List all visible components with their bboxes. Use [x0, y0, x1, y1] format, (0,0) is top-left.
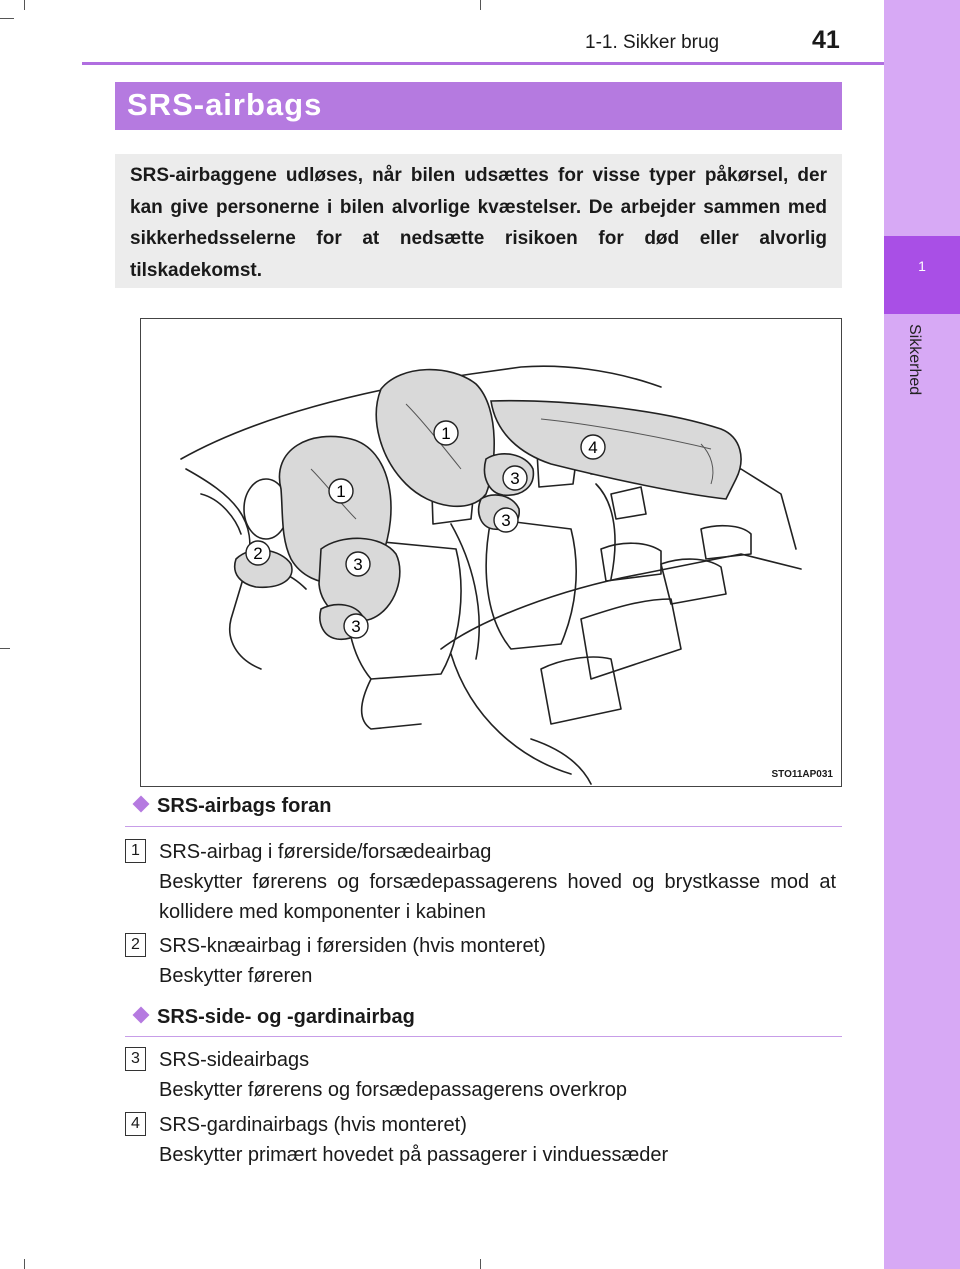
callout-3b: [344, 614, 368, 638]
header-section-title: 1-1. Sikker brug: [585, 32, 720, 53]
airbag-illustration: [140, 318, 842, 787]
diamond-bullet-icon: [133, 1007, 150, 1024]
svg-text:1: 1: [336, 482, 346, 501]
callout-2: [246, 541, 270, 565]
callout-1b: [329, 479, 353, 503]
list-item: [159, 931, 836, 991]
section-heading-front: [131, 795, 331, 818]
page-title-bar: [115, 82, 842, 130]
svg-text:3: 3: [510, 469, 520, 488]
crop-mark: [0, 18, 14, 19]
chapter-number: 1: [918, 258, 926, 274]
section-heading-text: SRS-airbags foran: [157, 795, 332, 817]
crop-mark: [480, 0, 481, 10]
intro-box: [115, 154, 842, 288]
section-rule: [125, 826, 842, 827]
list-item: [159, 1045, 836, 1105]
page-number: 41: [812, 26, 840, 54]
chapter-title: Sikkerhed: [906, 324, 923, 396]
svg-text:1: 1: [441, 424, 451, 443]
item-number-box: 4: [125, 1112, 146, 1136]
item-number-box: 1: [125, 839, 146, 863]
chapter-side-tab: [884, 0, 960, 1269]
section-heading-text: SRS-side- og -gardinairbag: [157, 1006, 415, 1028]
crop-mark: [0, 648, 10, 649]
item-title: SRS-knæairbag i førersiden (hvis monteret): [159, 935, 546, 957]
crop-mark: [24, 0, 25, 10]
item-number-box: 3: [125, 1047, 146, 1071]
item-number-box: 2: [125, 933, 146, 957]
list-item: [159, 1110, 836, 1170]
callout-3d: [494, 508, 518, 532]
svg-text:2: 2: [253, 544, 263, 563]
item-title: SRS-gardinairbags (hvis monteret): [159, 1114, 467, 1136]
svg-text:3: 3: [501, 511, 511, 530]
callout-3a: [346, 552, 370, 576]
crop-mark: [480, 1259, 481, 1269]
svg-text:3: 3: [351, 617, 361, 636]
callout-4: [581, 435, 605, 459]
callout-1a: [434, 421, 458, 445]
chapter-number-tab: [884, 236, 960, 314]
header-rule: [82, 62, 884, 65]
item-title: SRS-airbag i førerside/forsædeairbag: [159, 841, 492, 863]
section-rule: [125, 1036, 842, 1037]
callout-3c: [503, 466, 527, 490]
svg-text:3: 3: [353, 555, 363, 574]
intro-text: SRS-airbaggene udløses, når bilen udsættes for visse typer påkørsel, der kan give personerne i bilen alvorlige kvæstelser. De arbejder sammen med sikkerhedsselerne for at nedsætte risikoen for død eller alvorlig tilskadekomst.: [130, 165, 827, 281]
section-heading-side: [131, 1006, 415, 1029]
list-item: [159, 837, 836, 927]
car-interior-drawing: [141, 319, 842, 787]
item-description: Beskytter føreren: [159, 965, 313, 987]
item-description: Beskytter primært hovedet på passagerer i vinduessæder: [159, 1144, 669, 1166]
figure-code: STO11AP031: [771, 769, 833, 780]
diamond-bullet-icon: [133, 796, 150, 813]
item-description: Beskytter førerens og forsædepassagerens hoved og brystkasse mod at kollidere med komponenter i kabinen: [159, 871, 836, 923]
item-title: SRS-sideairbags: [159, 1049, 310, 1071]
item-description: Beskytter førerens og forsædepassagerens overkrop: [159, 1079, 627, 1101]
page-title: SRS-airbags: [127, 87, 323, 122]
crop-mark: [24, 1259, 25, 1269]
svg-text:4: 4: [588, 438, 598, 457]
